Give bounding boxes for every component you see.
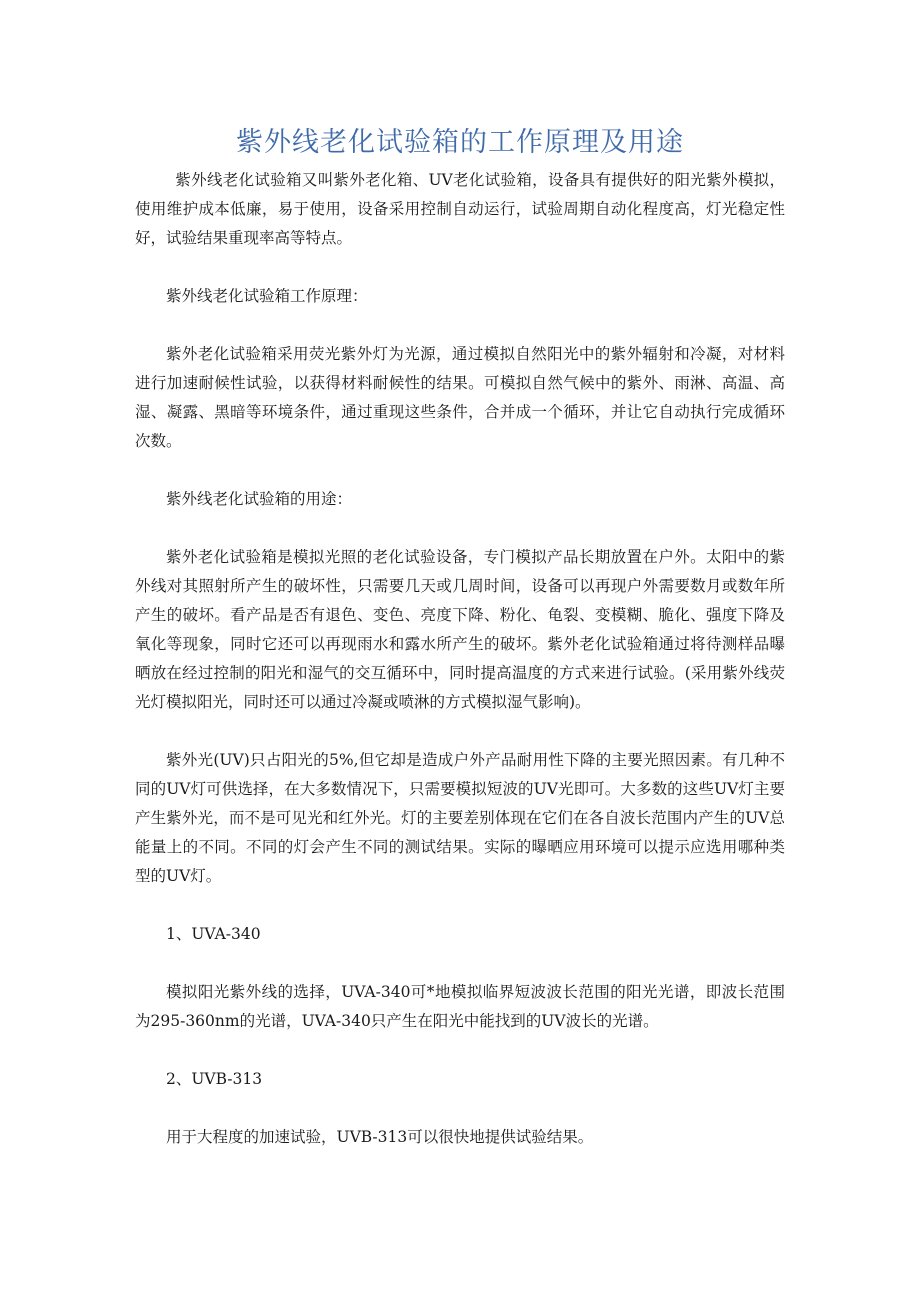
intro-paragraph: 紫外线老化试验箱又叫紫外老化箱、UV老化试验箱，设备具有提供好的阳光紫外模拟，使用维护成本低廉，易于使用，设备采用控制自动运行，试验周期自动化程度高，灯光稳定性好，试验结果重现率高等特点。 (135, 171, 785, 247)
document-title: 紫外线老化试验箱的工作原理及用途 (236, 127, 684, 158)
usage-paragraph: 紫外老化试验箱是模拟光照的老化试验设备，专门模拟产品长期放置在户外。太阳中的紫外线对其照射所产生的破坏性，只需要几天或几周时间，设备可以再现户外需要数月或数年所产生的破坏。看产品是否有退色、变色、亮度下降、粉化、龟裂、变模糊、脆化、强度下降及氧化等现象，同时它还可以再现雨水和露水所产生的破坏。紫外老化试验箱通过将待测样品曝晒放在经过控制的阳光和湿气的交互循环中，同时提高温度的方式来进行试验。(采用紫外线荧光灯模拟阳光，同时还可以通过冷凝或喷淋的方式模拟湿气影响)。 (135, 548, 785, 711)
item2-heading: 2、UVB-313 (166, 1070, 263, 1088)
principle-heading: 紫外线老化试验箱工作原理： (166, 287, 368, 305)
item1-paragraph: 模拟阳光紫外线的选择，UVA-340可*地模拟临界短波波长范围的阳光光谱，即波长范围为295-360nm的光谱，UVA-340只产生在阳光中能找到的UV波长的光谱。 (135, 983, 785, 1030)
document-body (135, 166, 785, 1181)
uv-paragraph: 紫外光(UV)只占阳光的5%,但它却是造成户外产品耐用性下降的主要光照因素。有几种不同的UV灯可供选择，在大多数情况下，只需要模拟短波的UV光即可。大多数的这些UV灯主要产生紫外光，而不是可见光和红外光。灯的主要差别体现在它们在各自波长范围内产生的UV总能量上的不同。不同的灯会产生不同的测试结果。实际的曝晒应用环境可以提示应选用哪种类型的UV灯。 (135, 751, 785, 885)
item2-paragraph: 用于大程度的加速试验，UVB-313可以很快地提供试验结果。 (166, 1128, 594, 1146)
usage-heading: 紫外线老化试验箱的用途： (166, 490, 353, 508)
item1-heading: 1、UVA-340 (166, 925, 261, 943)
principle-paragraph: 紫外老化试验箱采用荧光紫外灯为光源，通过模拟自然阳光中的紫外辐射和冷凝，对材料进行加速耐候性试验，以获得材料耐候性的结果。可模拟自然气候中的紫外、雨淋、高温、高湿、凝露、黑暗等环境条件，通过重现这些条件，合并成一个循环，并让它自动执行完成循环次数。 (135, 345, 785, 450)
